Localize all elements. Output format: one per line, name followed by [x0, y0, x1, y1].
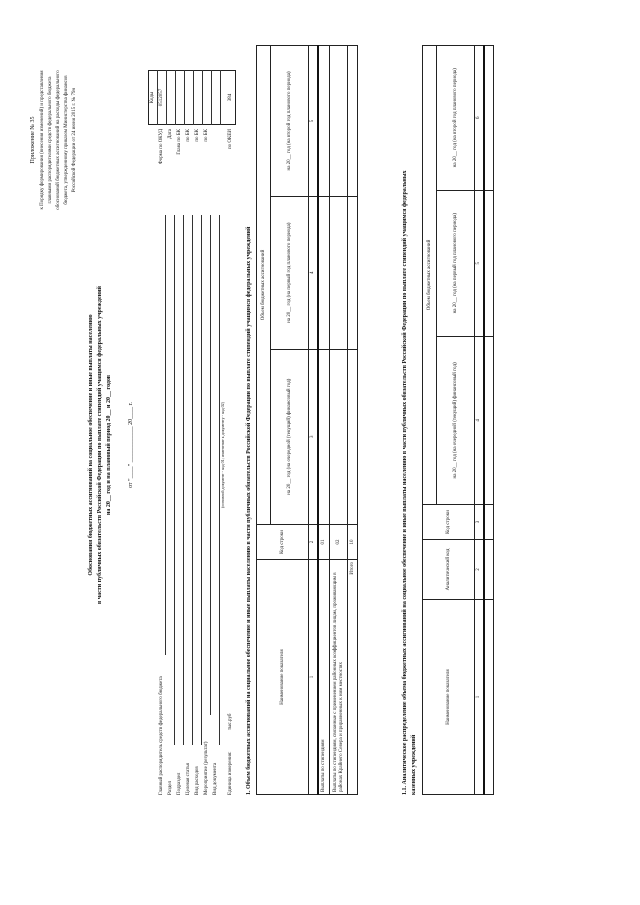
- table-row-total: Итого: [348, 560, 358, 795]
- col-header-year-first: на 20__ год (на первый год планового периода): [271, 196, 309, 349]
- title-line-3: на 20__ год и на плановый период 20__ и 20__ годов: [106, 374, 112, 516]
- section-1-1-table: Наименование показателя Аналитический код Код строки Объем бюджетных ассигнований на 20__ год (на очередной (текущий) финансовый год) на 20__ год (на первый год планового периода) на 20__ год (на второй год планового периода) 1 2 3 4 5 6: [422, 45, 494, 795]
- col-header-name: Наименование показателя: [257, 560, 309, 795]
- section-1-1-title-line-2: казенных учреждений: [411, 734, 417, 795]
- col-header-name: Наименование показателя: [423, 600, 475, 795]
- appendix-number: Приложение № 35: [30, 116, 36, 164]
- okud-code: 0512057: [159, 88, 164, 107]
- col-header-volume: Объем бюджетных ассигнований: [257, 46, 271, 525]
- table-row-stipends: Выплаты по стипендиям: [318, 560, 330, 795]
- req-expense-type: Вид расходов: [195, 766, 200, 795]
- col-header-year-second: на 20__ год (на второй год планового периода): [437, 46, 475, 191]
- appendix-line-5: Российской Федерации от 24 июня 2015 г. № 79н: [72, 87, 77, 193]
- col-header-year-first: на 20__ год (на первый год планового периода): [437, 190, 475, 336]
- document-type-hint: (основной документ - код 01; изменение к документу - код 02): [220, 402, 225, 508]
- section-1-table: Наименование показателя Код строки Объем бюджетных ассигнований на 20__ год (на очередной (текущий) финансовый год) на 20__ год (на первый год планового периода) на 20__ год (на второй год планового периода) 1 2 3 4 5 Выплаты по стипендиям 01 Выплаты по стипендиям, связанные с применением районных коэффициентов лицам, проживающим в районах Крайнего Севера и приравненных к ним местностях 02 Итого 10: [256, 45, 358, 795]
- okei-code: 384: [228, 93, 233, 102]
- appendix-line-4: бюджета, утвержденному приказом Министерства финансов: [64, 75, 69, 205]
- table-row-stipends-coefficients: Выплаты по стипендиям, связанные с применением районных коэффициентов лицам, проживающим в районах Крайнего Севера и приравненных к ним местностях: [330, 560, 348, 795]
- col-header-volume: Объем бюджетных ассигнований: [423, 46, 437, 505]
- label-date: Дата: [168, 129, 173, 139]
- req-main-manager: Главный распорядитель средств федерального бюджета: [159, 676, 164, 795]
- title-line-1: Обоснования бюджетных ассигнований на социальное обеспечение и иные выплаты населению: [88, 314, 94, 576]
- label-okei: по ОКЕИ: [228, 129, 233, 150]
- document-date: от "____" ____________ 20____ г.: [128, 402, 134, 488]
- unit-value: тыс.руб: [228, 713, 233, 730]
- label-bk-2: по БК: [195, 129, 200, 142]
- label-bk-3: по БК: [204, 129, 209, 142]
- label-bk-1: по БК: [186, 129, 191, 142]
- col-header-code: Код строки: [423, 505, 475, 540]
- title-line-2: в части публичных обязательств Российской Федерации по выплате стипендий учащимся федеральных учреждений: [97, 286, 103, 604]
- appendix-line-1: к Порядку формирования (внесения изменений) и представления: [40, 70, 45, 210]
- req-event: Мероприятие (результат): [204, 741, 209, 795]
- req-target-article: Целевая статья: [186, 763, 191, 795]
- col-header-code: Код строки: [257, 525, 309, 560]
- req-section: Раздел: [168, 780, 173, 795]
- req-document-type: Вид документа: [213, 762, 218, 795]
- label-glava: Глава по БК: [177, 129, 182, 155]
- col-header-year-second: на 20__ год (на второй год планового периода): [271, 46, 309, 197]
- req-subsection: Подраздел: [177, 772, 182, 795]
- appendix-line-3: обоснований бюджетных ассигнований на расходы федерального: [56, 70, 61, 210]
- col-header-year-current: на 20__ год (на очередной (текущий) финансовый год): [437, 336, 475, 504]
- col-header-analytic-code: Аналитический код: [423, 540, 475, 600]
- appendix-line-2: главными распорядителями средств федерального бюджета: [48, 76, 53, 204]
- unit-label: Единица измерения:: [228, 751, 233, 795]
- col-header-year-current: на 20__ год (на очередной (текущий) финансовый год): [271, 349, 309, 524]
- codes-header: Коды: [150, 91, 155, 104]
- section-1-1-title-line-1: 1.1. Аналитическое распределение объема бюджетных ассигнований на социальное обеспечение и иные выплаты населению в части публичных обязательств Российской Федерации по выплате стипендий учащимся федеральных: [402, 170, 408, 795]
- label-okud: Форма по ОКУД: [159, 129, 164, 165]
- section-1-title: 1. Объем бюджетных ассигнований на социальное обеспечение и иные выплаты населению в части публичных обязательств Российской Федерации по выплате стипендий учащимся федеральных учреждений: [246, 226, 252, 795]
